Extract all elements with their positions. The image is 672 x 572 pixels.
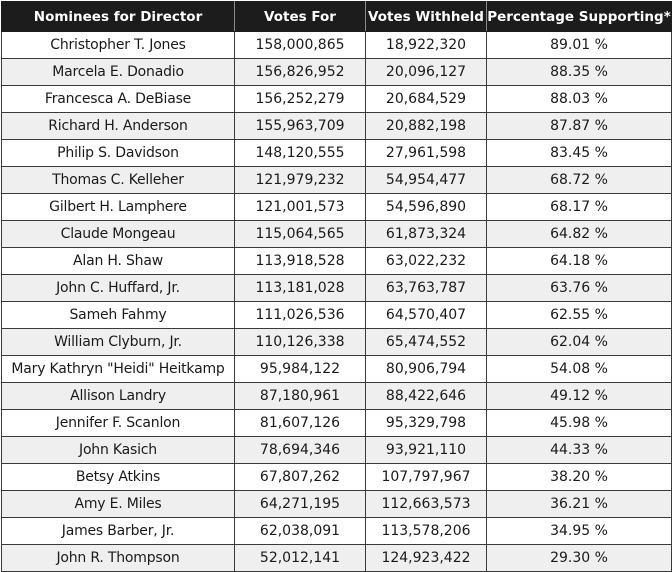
votes-withheld-cell: 88,422,646 [366,383,487,410]
nominee-name-cell: John C. Huffard, Jr. [2,275,235,302]
nominee-name-cell: Gilbert H. Lamphere [2,194,235,221]
percentage-supporting-cell: 88.35 % [487,59,672,86]
votes-for-cell: 158,000,865 [235,32,366,59]
header-row [2,2,672,32]
percentage-supporting-cell: 68.17 % [487,194,672,221]
percentage-supporting-cell: 62.04 % [487,329,672,356]
percentage-supporting-cell: 83.45 % [487,140,672,167]
votes-withheld-cell: 107,797,967 [366,464,487,491]
table-header [2,2,672,32]
votes-for-cell: 87,180,961 [235,383,366,410]
votes-withheld-cell: 54,596,890 [366,194,487,221]
table-body [2,32,672,572]
nominee-name-cell: Sameh Fahmy [2,302,235,329]
nominee-name-cell: Amy E. Miles [2,491,235,518]
votes-for-cell: 110,126,338 [235,329,366,356]
votes-withheld-cell: 65,474,552 [366,329,487,356]
table-row [2,437,672,464]
table-row [2,32,672,59]
nominee-name-cell: Thomas C. Kelleher [2,167,235,194]
votes-for-cell: 95,984,122 [235,356,366,383]
votes-withheld-cell: 113,578,206 [366,518,487,545]
table-row [2,491,672,518]
votes-withheld-cell: 63,763,787 [366,275,487,302]
table-row [2,194,672,221]
nominee-name-cell: Jennifer F. Scanlon [2,410,235,437]
percentage-supporting-cell: 89.01 % [487,32,672,59]
director-votes-table [1,1,672,572]
table-row [2,383,672,410]
votes-withheld-cell: 124,923,422 [366,545,487,572]
nominee-name-cell: James Barber, Jr. [2,518,235,545]
votes-for-cell: 156,826,952 [235,59,366,86]
nominee-name-cell: William Clyburn, Jr. [2,329,235,356]
table-row [2,275,672,302]
table-row [2,518,672,545]
votes-for-cell: 121,979,232 [235,167,366,194]
votes-for-cell: 113,918,528 [235,248,366,275]
nominee-name-cell: John Kasich [2,437,235,464]
votes-for-cell: 115,064,565 [235,221,366,248]
percentage-supporting-cell: 64.82 % [487,221,672,248]
nominee-name-cell: Claude Mongeau [2,221,235,248]
votes-withheld-cell: 20,096,127 [366,59,487,86]
votes-for-cell: 67,807,262 [235,464,366,491]
votes-for-cell: 62,038,091 [235,518,366,545]
votes-withheld-cell: 20,684,529 [366,86,487,113]
votes-withheld-cell: 61,873,324 [366,221,487,248]
nominee-name-cell: Richard H. Anderson [2,113,235,140]
votes-withheld-cell: 95,329,798 [366,410,487,437]
votes-withheld-cell: 63,022,232 [366,248,487,275]
table-row [2,86,672,113]
votes-withheld-cell: 64,570,407 [366,302,487,329]
table-row [2,545,672,572]
votes-withheld-cell: 20,882,198 [366,113,487,140]
votes-for-cell: 81,607,126 [235,410,366,437]
votes-for-cell: 148,120,555 [235,140,366,167]
percentage-supporting-cell: 68.72 % [487,167,672,194]
nominee-name-cell: Christopher T. Jones [2,32,235,59]
percentage-supporting-cell: 34.95 % [487,518,672,545]
table-row [2,356,672,383]
votes-for-cell: 155,963,709 [235,113,366,140]
percentage-supporting-cell: 63.76 % [487,275,672,302]
percentage-supporting-cell: 88.03 % [487,86,672,113]
percentage-supporting-cell: 29.30 % [487,545,672,572]
nominee-name-cell: Francesca A. DeBiase [2,86,235,113]
nominee-name-cell: Allison Landry [2,383,235,410]
percentage-supporting-cell: 44.33 % [487,437,672,464]
votes-for-cell: 78,694,346 [235,437,366,464]
votes-for-cell: 64,271,195 [235,491,366,518]
percentage-supporting-cell: 62.55 % [487,302,672,329]
table-row [2,59,672,86]
votes-for-cell: 52,012,141 [235,545,366,572]
votes-for-cell: 113,181,028 [235,275,366,302]
table-row [2,221,672,248]
header-votes-for: Votes For [235,2,366,32]
percentage-supporting-cell: 64.18 % [487,248,672,275]
table-row [2,302,672,329]
table-row [2,329,672,356]
nominee-name-cell: Marcela E. Donadio [2,59,235,86]
percentage-supporting-cell: 49.12 % [487,383,672,410]
nominee-name-cell: Betsy Atkins [2,464,235,491]
table-row [2,140,672,167]
table-row [2,113,672,140]
votes-withheld-cell: 80,906,794 [366,356,487,383]
percentage-supporting-cell: 36.21 % [487,491,672,518]
table-row [2,464,672,491]
table-row [2,410,672,437]
nominee-name-cell: John R. Thompson [2,545,235,572]
header-percentage-supporting: Percentage Supporting* [487,2,672,32]
votes-for-cell: 111,026,536 [235,302,366,329]
percentage-supporting-cell: 45.98 % [487,410,672,437]
votes-for-cell: 121,001,573 [235,194,366,221]
votes-withheld-cell: 54,954,477 [366,167,487,194]
percentage-supporting-cell: 38.20 % [487,464,672,491]
votes-withheld-cell: 27,961,598 [366,140,487,167]
table-row [2,248,672,275]
header-nominees: Nominees for Director [2,2,235,32]
percentage-supporting-cell: 87.87 % [487,113,672,140]
votes-for-cell: 156,252,279 [235,86,366,113]
nominee-name-cell: Philip S. Davidson [2,140,235,167]
votes-withheld-cell: 112,663,573 [366,491,487,518]
table-row [2,167,672,194]
nominee-name-cell: Mary Kathryn "Heidi" Heitkamp [2,356,235,383]
votes-withheld-cell: 93,921,110 [366,437,487,464]
nominee-name-cell: Alan H. Shaw [2,248,235,275]
header-votes-withheld: Votes Withheld [366,2,487,32]
votes-withheld-cell: 18,922,320 [366,32,487,59]
percentage-supporting-cell: 54.08 % [487,356,672,383]
